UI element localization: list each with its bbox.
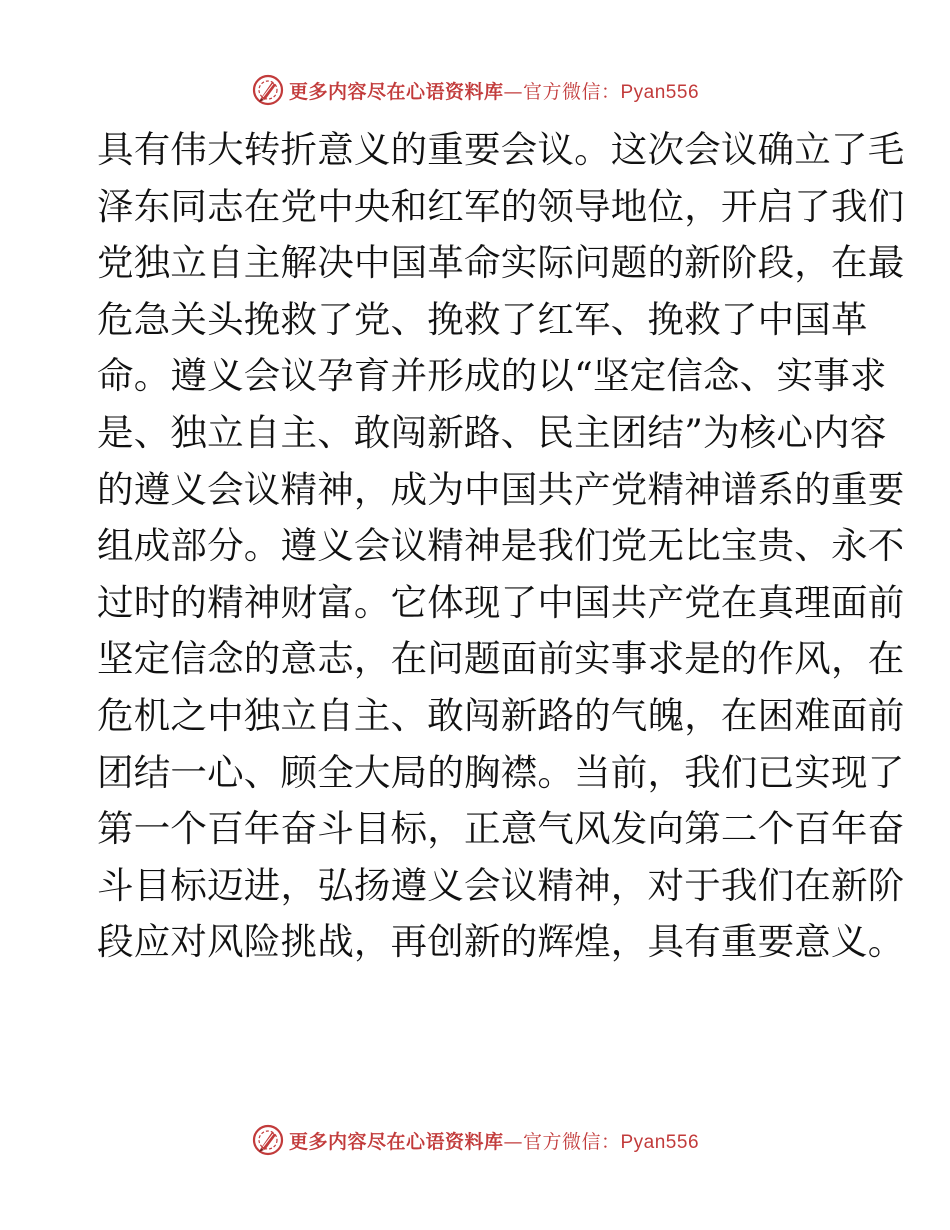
body-line: 泽东同志在党中央和红军的领导地位，开启了我们: [97, 184, 905, 228]
banner-main-text: 更多内容尽在心语资料库: [288, 1130, 504, 1153]
body-line: 斗目标迈进，弘扬遵义会议精神，对于我们在新阶: [97, 863, 905, 907]
body-line: 是、独立自主、敢闯新路、民主团结”为核心内容: [97, 410, 887, 454]
banner-wechat-label: 官方微信：: [522, 1130, 621, 1153]
pen-nib-logo-icon: [251, 1123, 285, 1157]
body-line: 党独立自主解决中国革命实际问题的新阶段，在最: [97, 241, 905, 285]
body-line: 危机之中独立自主、敢闯新路的气魄，在困难面前: [97, 693, 905, 737]
banner-wechat-handle: Pyan556: [620, 81, 700, 103]
banner-dash: —: [503, 80, 523, 103]
footer-banner: [0, 1120, 950, 1160]
body-line: 段应对风险挑战，再创新的辉煌，具有重要意义。: [97, 920, 905, 964]
body-line: 组成部分。遵义会议精神是我们党无比宝贵、永不: [97, 524, 905, 568]
footer-banner-text: [289, 1127, 699, 1154]
header-banner-text: [289, 77, 699, 104]
body-line: 具有伟大转折意义的重要会议。这次会议确立了毛: [97, 128, 905, 171]
body-line: 危急关头挽救了党、挽救了红军、挽救了中国革: [97, 297, 868, 341]
body-line: 团结一心、顾全大局的胸襟。当前，我们已实现了: [97, 750, 905, 794]
banner-dash: —: [503, 1130, 523, 1153]
banner-main-text: 更多内容尽在心语资料库: [288, 80, 504, 103]
banner-wechat-handle: Pyan556: [620, 1131, 700, 1153]
body-line: 第一个百年奋斗目标，正意气风发向第二个百年奋: [97, 807, 905, 851]
body-line: 命。遵义会议孕育并形成的以“坚定信念、实事求: [97, 354, 887, 398]
body-line: 的遵义会议精神，成为中国共产党精神谱系的重要: [97, 467, 905, 511]
header-banner: [0, 70, 950, 110]
banner-wechat-label: 官方微信：: [522, 80, 621, 103]
document-body: [97, 122, 905, 971]
body-line: 坚定信念的意志，在问题面前实事求是的作风，在: [97, 637, 905, 681]
body-line: 过时的精神财富。它体现了中国共产党在真理面前: [97, 580, 905, 624]
pen-nib-logo-icon: [251, 73, 285, 107]
